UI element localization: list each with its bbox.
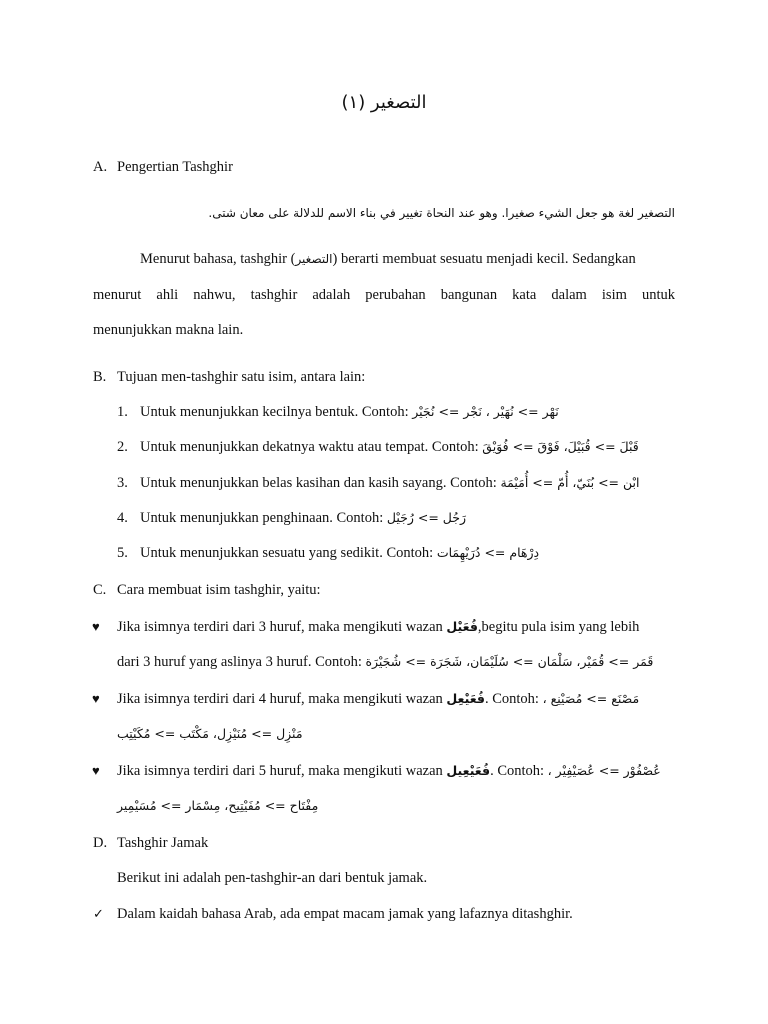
purpose-item-example: نَهْر => نُهَيْر ، نَجْر => نُجَيْر bbox=[412, 404, 559, 419]
paragraph-line-1-text-b: ) berarti membuat sesuatu menjadi kecil. Sedangkan bbox=[332, 251, 636, 267]
section-d-check-text: Dalam kaidah bahasa Arab, ada empat macam jamak yang lafaznya ditashghir. bbox=[117, 906, 573, 922]
purpose-item-example: رَجُل => رُجَيْل bbox=[386, 510, 467, 525]
rule-3-example-1: عُصْفُوْر => عُصَيْفِيْر ، bbox=[547, 763, 661, 778]
section-d-label: D. bbox=[93, 835, 108, 851]
paragraph-line-1 bbox=[140, 249, 636, 269]
section-c-heading: Cara membuat isim tashghir, yaitu: bbox=[117, 582, 321, 598]
purpose-item-number: 1. bbox=[117, 404, 128, 420]
rule-1-text-c: dari 3 huruf yang aslinya 3 huruf. Contoh: bbox=[117, 654, 362, 670]
rule-2-example-2: مَنْزِل => مُنَيْزِل، مَكْتَب => مُكَيْتِب bbox=[117, 726, 303, 741]
rule-1-line-2 bbox=[117, 652, 653, 672]
purpose-item-text: Untuk menunjukkan dekatnya waktu atau tempat. Contoh: bbox=[140, 439, 479, 455]
rule-1-text-a: Jika isimnya terdiri dari 3 huruf, maka mengikuti wazan bbox=[117, 619, 443, 635]
section-d-intro: Berikut ini adalah pen-tashghir-an dari bentuk jamak. bbox=[117, 870, 428, 886]
purpose-item-number: 2. bbox=[117, 439, 128, 455]
page-title: التصغير (١) bbox=[341, 92, 427, 113]
heart-bullet-icon: ♥ bbox=[92, 691, 100, 706]
paragraph-line-3: menunjukkan makna lain. bbox=[93, 322, 244, 338]
purpose-item-example: قَبْلَ => قُبَيْلَ، فَوْقَ => فُوَيْقَ bbox=[482, 439, 639, 454]
section-c-label: C. bbox=[93, 582, 107, 598]
section-a-label: A. bbox=[93, 159, 108, 175]
purpose-item bbox=[140, 402, 559, 422]
rule-2-wazan: فُعَيْعِل bbox=[446, 691, 485, 706]
section-b-label: B. bbox=[93, 369, 107, 385]
rule-2-text-a: Jika isimnya terdiri dari 4 huruf, maka mengikuti wazan bbox=[117, 691, 443, 707]
arabic-definition: التصغير لغة هو جعل الشيء صغيرا. وهو عند النحاة تغيير في بناء الاسم للدلالة على معان شتى. bbox=[208, 206, 675, 220]
rule-3-example-2: مِفْتَاح => مُفَيْتِيح، مِسْمَار => مُسَيْمِير bbox=[117, 798, 319, 813]
section-a-heading: Pengertian Tashghir bbox=[117, 159, 233, 175]
rule-1-example: قَمَر => قُمَيْر، سَلْمَان => سُلَيْمَان، شَجَرَة => شُجَيْرَة bbox=[365, 654, 654, 669]
rule-3-wazan: فُعَيْعِيل bbox=[446, 763, 491, 778]
paragraph-line-1-text-a: Menurut bahasa, tashghir ( bbox=[140, 251, 296, 267]
rule-1-line-1 bbox=[117, 617, 639, 637]
purpose-item-text: Untuk menunjukkan belas kasihan dan kasih sayang. Contoh: bbox=[140, 475, 497, 491]
purpose-item-number: 5. bbox=[117, 545, 128, 561]
purpose-item-example: ابْن => بُنَيّ، أُمّ => أُمَيْمَة bbox=[500, 475, 640, 490]
rule-3-text-a: Jika isimnya terdiri dari 5 huruf, maka mengikuti wazan bbox=[117, 763, 443, 779]
purpose-item-number: 4. bbox=[117, 510, 128, 526]
purpose-item-text: Untuk menunjukkan sesuatu yang sedikit. Contoh: bbox=[140, 545, 434, 561]
purpose-item bbox=[140, 437, 639, 457]
paragraph-line-1-arabic: التصغير bbox=[295, 252, 333, 266]
rule-1-wazan: فُعَيْل bbox=[446, 619, 478, 634]
rule-3-line-1 bbox=[117, 761, 661, 781]
section-d-heading: Tashghir Jamak bbox=[117, 835, 209, 851]
purpose-item bbox=[140, 473, 639, 493]
purpose-item-text: Untuk menunjukkan kecilnya bentuk. Contoh: bbox=[140, 404, 409, 420]
purpose-item-text: Untuk menunjukkan penghinaan. Contoh: bbox=[140, 510, 384, 526]
paragraph-line-2: menurut ahli nahwu, tashghir adalah perubahan bangunan kata dalam isim untuk bbox=[93, 287, 675, 303]
rule-2-example-1: مَصْنَع => مُصَيْنِع ، bbox=[542, 691, 640, 706]
heart-bullet-icon: ♥ bbox=[92, 763, 100, 778]
rule-2-text-b: . Contoh: bbox=[484, 691, 539, 707]
section-b-heading: Tujuan men-tashghir satu isim, antara lain: bbox=[117, 369, 366, 385]
purpose-item-example: دِرْهَام => دُرَيْهِمَات bbox=[436, 545, 540, 560]
rule-3-text-b: . Contoh: bbox=[490, 763, 545, 779]
heart-bullet-icon: ♥ bbox=[92, 619, 100, 634]
purpose-item bbox=[140, 508, 466, 528]
checkmark-icon: ✓ bbox=[93, 906, 104, 921]
rule-2-line-1 bbox=[117, 689, 639, 709]
rule-1-text-b: ,begitu pula isim yang lebih bbox=[477, 619, 640, 635]
purpose-item-number: 3. bbox=[117, 475, 128, 491]
purpose-item bbox=[140, 543, 539, 563]
